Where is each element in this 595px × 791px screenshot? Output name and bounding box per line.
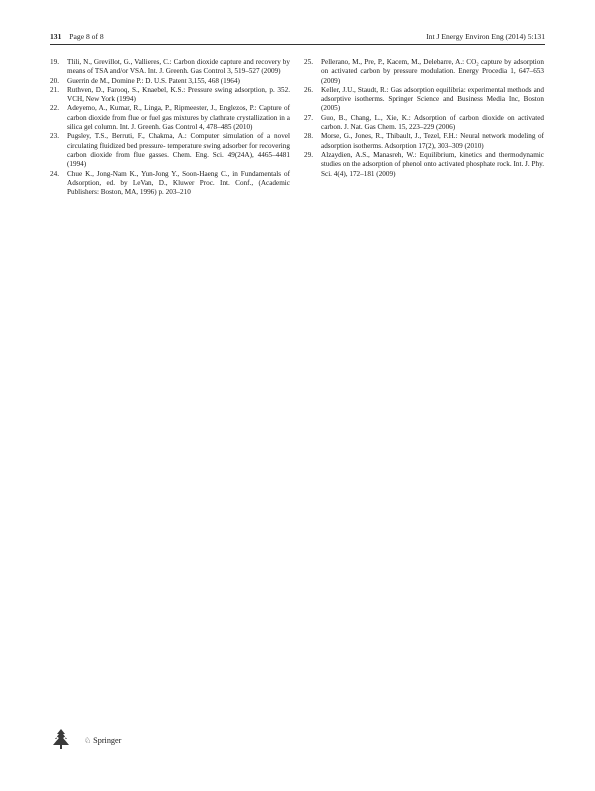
publisher-name: Springer [93,736,122,745]
reference-number: 24. [50,169,59,178]
reference-text: Pugsley, T.S., Berruti, F., Chakma, A.: Computer simulation of a novel circulating fluidized bed pressure- temperature swing adsorber for recovering carbon dioxide from flue gasses. Chem. Eng. Sci. 49(24A), 4465–4481 (1994) [67,132,290,169]
reference-item [50,132,290,169]
reference-text: Guo, B., Chang, L., Xie, K.: Adsorption of carbon dioxide on activated carbon. J. Nat. Gas Chem. 15, 223–229 (2006) [321,113,544,132]
reference-item [50,58,290,77]
reference-item [304,58,544,86]
reference-number: 26. [304,85,313,94]
reference-number: 19. [50,58,59,66]
reference-column-left [50,58,290,197]
springer-tree-logo-icon [50,728,72,750]
reference-number: 22. [50,104,59,113]
reference-text: Keller, J.U., Staudt, R.: Gas adsorption equilibria: experimental methods and adsorptive isotherms. Springer Science and Business Media Inc, Boston (2005) [321,85,544,113]
publisher-brand [84,736,121,746]
reference-text: Chue K., Jong-Nam K., Yun-Jong Y., Soon-Haeng C., in Fundamentals of Adsorption, ed. by LeVan, D., Kluwer Proc. Int. Conf., (Academic Publishers: Boston, MA, 1996) p. 203–210 [67,169,290,197]
running-header [50,32,545,44]
reference-item [304,132,544,151]
reference-text: Pellerano, M., Pre, P., Kacem, M., Delebarre, A.: CO₂ capture by adsorption on activated carbon by pressure modulation. Energy Procedia 1, 647–653 (2009) [321,58,544,85]
page-of: Page 8 of 8 [69,32,104,41]
reference-item [50,170,290,198]
reference-text: Morse, G., Jones, R., Thibault, J., Tezel, F.H.: Neural network modeling of adsorption isotherms. Adsorption 17(2), 303–309 (2010) [321,132,544,150]
reference-text: Tlili, N., Grevillot, G., Vallieres, C.: Carbon dioxide capture and recovery by means of TSA and/or VSA. Int. J. Greenh. Gas Control 3, 519–527 (2009) [67,58,290,76]
reference-number: 21. [50,85,59,94]
reference-text: Adeyemo, A., Kumar, R., Linga, P., Ripmeester, J., Englezos, P.: Capture of carbon dioxide from flue or fuel gas mixtures by clathrate crystallization in a silica gel column. Int. J. Greenh. Gas Control 4, 478–485 (2010) [67,104,290,132]
reference-number: 20. [50,76,59,85]
reference-number: 25. [304,58,313,66]
reference-item [50,77,290,86]
page-number: 131 [50,32,62,41]
reference-text: Guerrin de M., Domine P.: D. U.S. Patent 3,155, 468 (1964) [67,76,240,85]
publisher-footer [50,728,170,752]
reference-number: 29. [304,150,313,159]
reference-item [50,104,290,132]
reference-item [304,114,544,133]
journal-citation: Int J Energy Environ Eng (2014) 5:131 [426,32,545,41]
reference-number: 28. [304,132,313,141]
header-rule [50,44,545,45]
reference-item [50,86,290,105]
reference-text: Alzaydien, A.S., Manasreh, W.: Equilibrium, kinetics and thermodynamic studies on the adsorption of phenol onto activated phosphate rock. Int. J. Phy. Sci. 4(4), 172–181 (2009) [321,150,544,178]
reference-text: Ruthven, D., Farooq, S., Knaebel, K.S.: Pressure swing adsorption, p. 352. VCH, New York (1994) [67,85,290,104]
reference-number: 27. [304,113,313,122]
springer-knight-icon: ♘ [84,736,92,745]
reference-item [304,86,544,114]
reference-item [304,151,544,179]
reference-number: 23. [50,132,59,141]
reference-column-right [304,58,544,179]
